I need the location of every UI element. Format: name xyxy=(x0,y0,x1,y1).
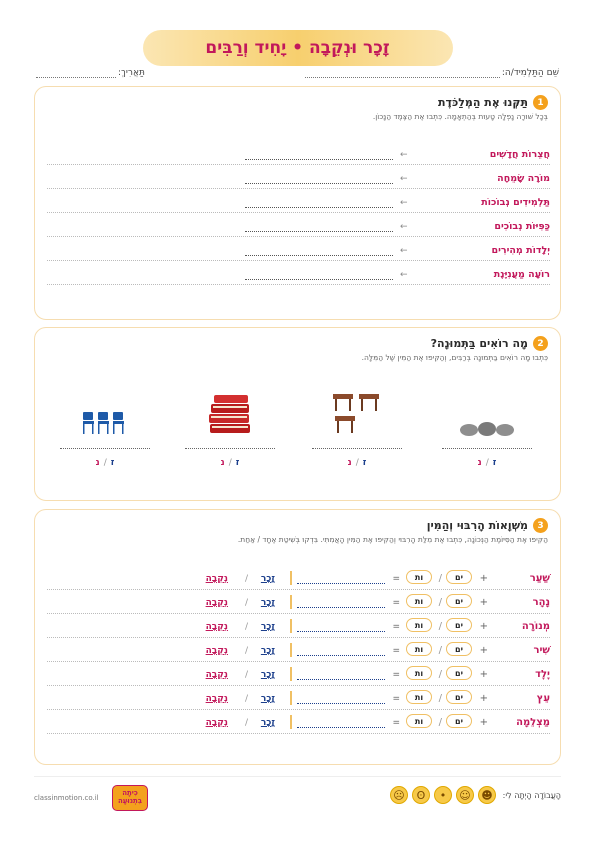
answer-line[interactable] xyxy=(245,159,393,160)
face-smile-icon[interactable]: ☺ xyxy=(456,786,474,804)
divider xyxy=(290,595,292,609)
student-info-row xyxy=(36,68,559,82)
answer-line[interactable] xyxy=(245,255,393,256)
divider xyxy=(290,619,292,633)
choice-zachar[interactable]: ז xyxy=(110,458,115,468)
name-line[interactable] xyxy=(305,68,500,78)
suffix-ot-option[interactable]: ות xyxy=(406,666,432,680)
plural-answer-line[interactable] xyxy=(297,703,385,704)
section-2-title: מָה רוֹאִים בַּתְּמוּנָה? xyxy=(430,337,528,350)
equation-row: מַצְלֵמָה + ים / ות = זָכָר / נְקֵבָה xyxy=(47,710,550,734)
gender-choice[interactable]: ז/נ xyxy=(347,458,367,468)
divider xyxy=(290,715,292,729)
wrong-pair: כַּפִּיּוֹת נְבוֹכִים xyxy=(494,221,550,232)
suffix-im-option[interactable]: ים xyxy=(446,618,472,632)
answer-line[interactable] xyxy=(442,448,532,449)
section-3-instruction: הַקִּיפוּ אֶת הַסִּיּוֹמֶת הַנְּכוֹנָה, כִּתְבוּ אֶת מִלַּת הָרִבּוּי וְהַקִּיפוּ אֶת הַמִּין הָאֲמִתִּי. בִּדְקוּ בְּשִׁיטַת אֶחָד / אַחַת. xyxy=(237,535,548,544)
section-3-title: מִשְׁוָאוֹת הָרִבּוּי וְהַמִּין xyxy=(426,519,528,532)
choice-nekeva[interactable]: נְקֵבָה xyxy=(205,718,228,728)
books-icon xyxy=(170,386,290,436)
divider xyxy=(290,691,292,705)
name-field[interactable] xyxy=(305,68,559,78)
section-3-number: 3 xyxy=(533,518,548,533)
rating-faces xyxy=(390,786,496,804)
wrong-pair: תַּלְמִידִים נְבוֹכוֹת xyxy=(481,197,550,208)
wrong-pair: חֲצֵרוֹת חֲדָשִׁים xyxy=(489,149,550,160)
divider xyxy=(290,571,292,585)
section-1-title: תַּקְּנוּ אֶת הַמְּלַכֹּדֶת xyxy=(438,96,528,109)
section-equations xyxy=(34,509,561,765)
suffix-im-option[interactable]: ים xyxy=(446,714,472,728)
picture-item-books xyxy=(170,378,290,488)
answer-line[interactable] xyxy=(60,448,150,449)
footer xyxy=(34,776,561,816)
face-angel-icon[interactable]: ☻ xyxy=(478,786,496,804)
rating-label: הָעֲבוֹדָה הָיְתָה לִי: xyxy=(502,791,561,800)
choice-nekeva[interactable]: נְקֵבָה xyxy=(205,622,228,632)
choice-nekeva[interactable]: נְקֵבָה xyxy=(205,694,228,704)
choice-zachar[interactable]: ז xyxy=(362,458,367,468)
picture-item-tables xyxy=(297,378,417,488)
choice-nekeva[interactable]: נ xyxy=(477,458,482,468)
answer-line[interactable] xyxy=(245,183,393,184)
equation-row: עֵץ + ים / ות = זָכָר / נְקֵבָה xyxy=(47,686,550,710)
choice-zachar[interactable]: ז xyxy=(235,458,240,468)
title-banner xyxy=(0,30,595,66)
divider xyxy=(290,643,292,657)
section-1-header xyxy=(438,95,548,110)
plural-answer-line[interactable] xyxy=(297,631,385,632)
arrow-left-icon: ← xyxy=(400,174,408,184)
face-angry-icon[interactable]: ☹ xyxy=(390,786,408,804)
equation-row: שִׁיר + ים / ות = זָכָר / נְקֵבָה xyxy=(47,638,550,662)
list-item xyxy=(47,215,550,237)
equation-row: מְנוֹרָה + ים / ות = זָכָר / נְקֵבָה xyxy=(47,614,550,638)
choice-zachar[interactable]: זָכָר xyxy=(260,622,275,632)
base-word: שִׁיר xyxy=(533,645,550,656)
section-2-number: 2 xyxy=(533,336,548,351)
section-picture xyxy=(34,327,561,501)
base-word: שַׁעַר xyxy=(529,573,550,584)
date-line[interactable] xyxy=(36,68,116,78)
equation-row: נָהָר + ים / ות = זָכָר / נְקֵבָה xyxy=(47,590,550,614)
list-item xyxy=(47,239,550,261)
section-2-instruction: כִּתְבוּ מָה רוֹאִים בַּתְּמוּנָה בְּרַבִּים, וְהַקִּיפוּ אֶת הַמִּין שֶׁל הַמִּלָּה. xyxy=(361,353,548,362)
plural-answer-line[interactable] xyxy=(297,679,385,680)
arrow-left-icon: ← xyxy=(400,246,408,256)
base-word: עֵץ xyxy=(536,693,550,704)
plural-answer-line[interactable] xyxy=(297,583,385,584)
choice-zachar[interactable]: זָכָר xyxy=(260,574,275,584)
list-item xyxy=(47,263,550,285)
equation-row: שַׁעַר + ים / ות = זָכָר / נְקֵבָה xyxy=(47,566,550,590)
divider xyxy=(290,667,292,681)
choice-nekeva[interactable]: נ xyxy=(95,458,100,468)
suffix-im-option[interactable]: ים xyxy=(446,690,472,704)
site-link[interactable]: classinmotion.co.il xyxy=(34,794,99,802)
section-1-instruction: בְּכָל שׁוּרָה נָפְלָה טָעוּת בְּהַתְאָמָה. כִּתְבוּ אֶת הַצֶּמֶד הַנָּכוֹן. xyxy=(372,112,548,121)
choice-nekeva[interactable]: נְקֵבָה xyxy=(205,670,228,680)
suffix-ot-option[interactable]: ות xyxy=(406,690,432,704)
choice-zachar[interactable]: זָכָר xyxy=(260,694,275,704)
suffix-ot-option[interactable]: ות xyxy=(406,714,432,728)
section-2-header xyxy=(431,336,548,351)
plural-answer-line[interactable] xyxy=(297,727,385,728)
picture-item-stones xyxy=(427,378,547,488)
suffix-ot-option[interactable]: ות xyxy=(406,618,432,632)
choice-zachar[interactable]: זָכָר xyxy=(260,646,275,656)
choice-zachar[interactable]: זָכָר xyxy=(260,718,275,728)
suffix-ot-option[interactable]: ות xyxy=(406,642,432,656)
arrow-left-icon: ← xyxy=(400,150,408,160)
choice-nekeva[interactable]: נְקֵבָה xyxy=(205,574,228,584)
arrow-left-icon: ← xyxy=(400,270,408,280)
equation-row: יֶלֶד + ים / ות = זָכָר / נְקֵבָה xyxy=(47,662,550,686)
suffix-im-option[interactable]: ים xyxy=(446,666,472,680)
section-fix-trap xyxy=(34,86,561,320)
section-3-header xyxy=(427,518,548,533)
page-title: זָכָר וּנְקֵבָה • יָחִיד וְרַבִּים xyxy=(143,30,453,66)
base-word: נָהָר xyxy=(532,597,550,608)
name-label: שֵׁם הַתַּלְמִיד/ה: xyxy=(501,68,559,78)
choice-nekeva[interactable]: נְקֵבָה xyxy=(205,646,228,656)
wrong-pair: רוֹעָה מַעֲנִיֶּנֶת xyxy=(493,269,550,280)
gender-choice[interactable]: ז/נ xyxy=(220,458,240,468)
list-item xyxy=(47,143,550,165)
list-item xyxy=(47,191,550,213)
base-word: יֶלֶד xyxy=(535,669,550,680)
suffix-im-option[interactable]: ים xyxy=(446,642,472,656)
answer-line[interactable] xyxy=(245,279,393,280)
picture-item-chairs xyxy=(45,378,165,488)
gender-choice[interactable]: ז/נ xyxy=(95,458,115,468)
gender-choice[interactable]: ז/נ xyxy=(477,458,497,468)
chairs-icon xyxy=(45,386,165,436)
plural-answer-line[interactable] xyxy=(297,607,385,608)
answer-line[interactable] xyxy=(245,231,393,232)
answer-line[interactable] xyxy=(185,448,275,449)
wrong-pair: יְלָדוֹת מְהִירִים xyxy=(491,245,550,256)
answer-line[interactable] xyxy=(312,448,402,449)
face-shocked-icon[interactable]: ʘ xyxy=(412,786,430,804)
tables-icon xyxy=(297,386,417,436)
wrong-pair: מוֹרָה שָׂמֵחָה xyxy=(497,173,550,184)
plural-answer-line[interactable] xyxy=(297,655,385,656)
choice-zachar[interactable]: זָכָר xyxy=(260,598,275,608)
choice-nekeva[interactable]: נ xyxy=(220,458,225,468)
suffix-ot-option[interactable]: ות xyxy=(406,594,432,608)
choice-nekeva[interactable]: נְקֵבָה xyxy=(205,598,228,608)
choice-zachar[interactable]: זָכָר xyxy=(260,670,275,680)
face-neutral-icon[interactable]: • xyxy=(434,786,452,804)
stones-icon xyxy=(427,386,547,436)
suffix-im-option[interactable]: ים xyxy=(446,570,472,584)
arrow-left-icon: ← xyxy=(400,198,408,208)
choice-zachar[interactable]: ז xyxy=(492,458,497,468)
choice-nekeva[interactable]: נ xyxy=(347,458,352,468)
section-1-number: 1 xyxy=(533,95,548,110)
answer-line[interactable] xyxy=(245,207,393,208)
base-word: מַצְלֵמָה xyxy=(516,717,550,728)
suffix-ot-option[interactable]: ות xyxy=(406,570,432,584)
base-word: מְנוֹרָה xyxy=(521,621,550,632)
date-label: תַּאֲרִיךְ: xyxy=(118,68,145,78)
list-item xyxy=(47,167,550,189)
suffix-im-option[interactable]: ים xyxy=(446,594,472,608)
arrow-left-icon: ← xyxy=(400,222,408,232)
date-field[interactable] xyxy=(36,68,145,78)
brand-logo: כִּיתָה בִּתְנוּעָה xyxy=(112,785,148,811)
